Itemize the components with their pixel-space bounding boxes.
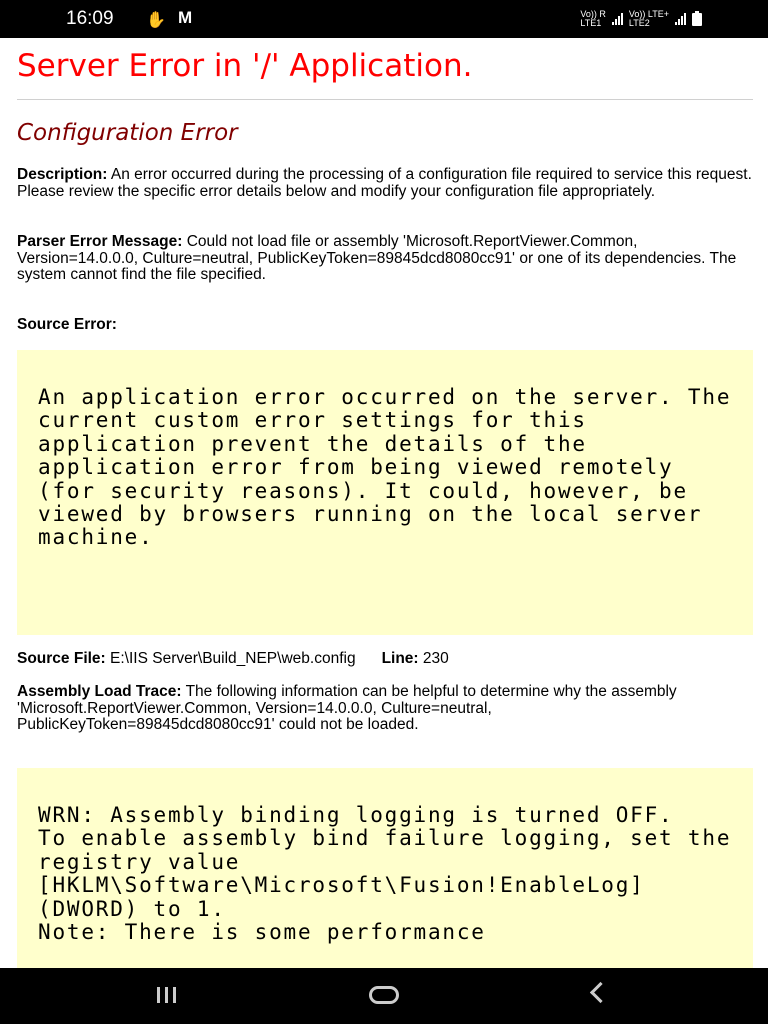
navigation-bar: [0, 968, 768, 1024]
source-file-value: E:\IIS Server\Build_NEP\web.config: [105, 650, 356, 667]
home-icon[interactable]: [369, 986, 399, 1004]
source-error-box: [17, 350, 753, 635]
signal-alert-icon: ✋: [146, 12, 166, 29]
source-error: [17, 317, 753, 334]
source-file-label: Source File:: [17, 650, 106, 667]
sim1-label: Vo)) R LTE1: [580, 9, 606, 28]
description: [17, 167, 753, 200]
status-bar: [0, 0, 768, 38]
status-time: 16:09: [66, 8, 114, 29]
sim2-label: Vo)) LTE+ LTE2: [628, 9, 669, 28]
status-indicators: [580, 10, 702, 28]
error-subtitle: Configuration Error: [17, 120, 238, 146]
parser-error: [17, 234, 753, 284]
description-text: An error occurred during the processing of a configuration file required to service this request. Please review the specific error details below and modify your configuration file appropriately.: [17, 166, 752, 200]
assembly-load-trace: [17, 684, 753, 734]
trace-label: Assembly Load Trace:: [17, 683, 182, 700]
description-label: Description:: [17, 166, 108, 183]
page-title: Server Error in '/' Application.: [17, 48, 473, 84]
line-value: 230: [418, 650, 449, 667]
gmail-icon: M: [178, 8, 193, 27]
signal-sim2-icon: [675, 13, 686, 25]
line-label: Line:: [381, 650, 419, 667]
trace-code-box: [17, 768, 753, 968]
parser-error-text: Could not load file or assembly 'Microsoft.ReportViewer.Common, Version=14.0.0.0, Culture=neutral, PublicKeyToken=89845dcd8080cc91' or one of its dependencies. The system cannot find the file specified.: [17, 233, 737, 283]
title-divider: [17, 99, 753, 100]
trace-text: The following information can be helpful to determine why the assembly 'Microsoft.ReportViewer.Common, Version=14.0.0.0, Culture=neutral, PublicKeyToken=89845dcd8080cc91' could not be loaded.: [17, 683, 677, 733]
source-file: [17, 651, 753, 668]
parser-error-label: Parser Error Message:: [17, 233, 183, 250]
back-icon[interactable]: [590, 982, 611, 1003]
source-error-label: Source Error:: [17, 316, 117, 333]
recents-icon[interactable]: [157, 987, 176, 1003]
source-error-code: An application error occurred on the server. The current custom error settings for this application prevent the details of the application error from being viewed remotely (for security reasons). It could, however, be viewed by browsers running on the local server machine.: [38, 385, 746, 550]
battery-icon: [692, 13, 702, 26]
error-page: [17, 38, 753, 968]
signal-sim1-icon: [612, 13, 623, 25]
trace-code: WRN: Assembly binding logging is turned OFF. To enable assembly bind failure logging, set the registry value [HKLM\Software\Microsoft\Fusion!EnableLog] (DWORD) to 1. Note: There is some performance: [38, 803, 732, 945]
